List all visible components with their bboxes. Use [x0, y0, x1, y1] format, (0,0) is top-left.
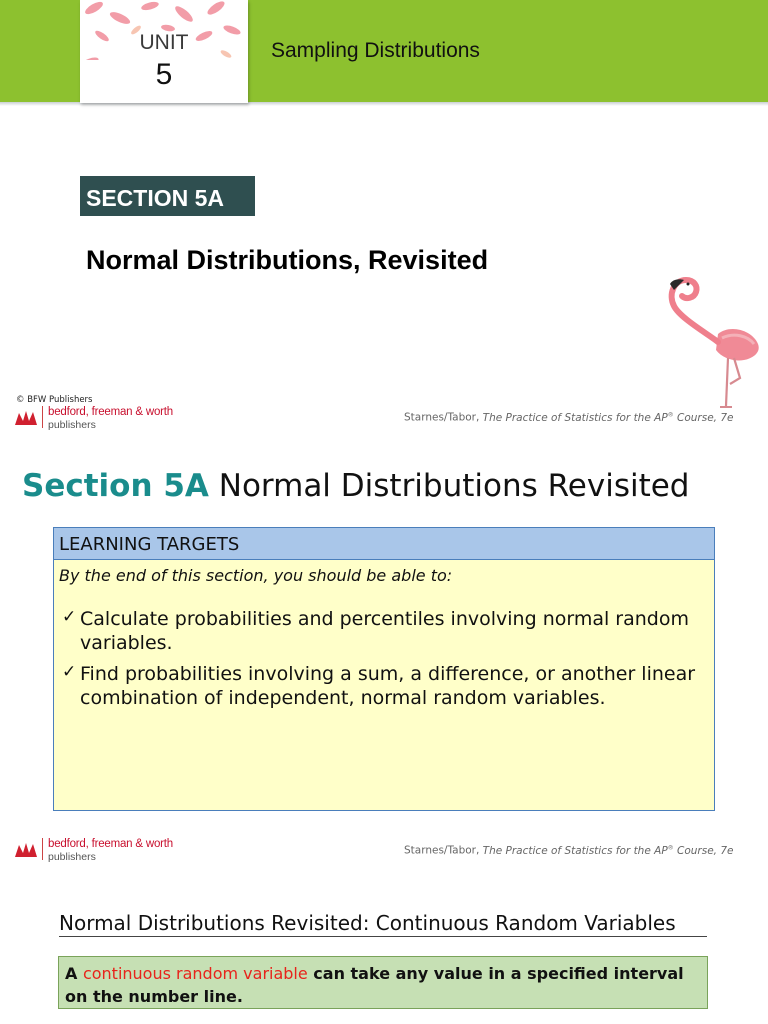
citation-rest: Course, 7e	[673, 844, 734, 857]
learning-targets-title: LEARNING TARGETS	[59, 534, 240, 555]
learning-targets-header	[54, 528, 714, 560]
learning-target-text: Find probabilities involving a sum, a difference, or another linear combination of independent, normal random variables.	[80, 663, 696, 709]
learning-target-item	[62, 607, 702, 655]
unit-card	[80, 0, 248, 103]
logo-divider	[42, 406, 43, 428]
title-underline	[59, 936, 707, 937]
publisher-sub: publishers	[48, 419, 96, 431]
unit-title: Sampling Distributions	[271, 39, 480, 62]
publisher-name: bedford, freeman & worth	[48, 838, 173, 850]
citation	[404, 411, 733, 424]
publisher-sub: publishers	[48, 851, 96, 863]
definition-lead: A	[65, 964, 83, 983]
definition-text	[65, 962, 701, 1008]
publisher-logo-icon	[14, 840, 38, 858]
logo-divider	[42, 838, 43, 860]
citation-authors: Starnes/Tabor,	[404, 844, 483, 857]
slide-title-text: Normal Distributions Revisited	[208, 468, 690, 504]
citation	[404, 844, 733, 857]
learning-targets-box	[53, 527, 715, 811]
citation-title: The Practice of Statistics for the AP	[482, 411, 668, 424]
learning-target-text: Calculate probabilities and percentiles involving normal random variables.	[80, 608, 689, 654]
slide-title: Normal Distributions Revisited: Continuous Random Variables	[59, 911, 676, 935]
publisher-logo-icon	[14, 408, 38, 426]
section-tag: SECTION 5A	[80, 176, 255, 216]
citation-mark: ®	[667, 411, 674, 418]
unit-label: UNIT	[139, 31, 189, 54]
citation-title: The Practice of Statistics for the AP	[482, 844, 668, 857]
citation-authors: Starnes/Tabor,	[404, 411, 483, 424]
check-icon: ✓	[62, 662, 77, 682]
slide-title-section: Section 5A	[22, 468, 209, 504]
learning-targets-intro: By the end of this section, you should be able to:	[59, 566, 453, 585]
unit-number: 5	[155, 58, 173, 91]
slide-title	[22, 468, 689, 504]
citation-mark: ®	[667, 844, 674, 851]
citation-rest: Course, 7e	[673, 411, 734, 424]
definition-rest: can take any value in a specified interval on the number line.	[65, 964, 684, 1006]
publisher-logo	[14, 838, 214, 862]
learning-target-item	[62, 662, 702, 710]
definition-box	[58, 956, 708, 1009]
flamingo-illustration	[660, 272, 764, 412]
publisher-name: bedford, freeman & worth	[48, 406, 173, 418]
publisher-logo	[14, 406, 214, 430]
check-icon: ✓	[62, 607, 77, 627]
section-heading: Normal Distributions, Revisited	[86, 245, 489, 275]
definition-term: continuous random variable	[82, 964, 308, 983]
copyright-notice: © BFW Publishers	[16, 395, 93, 405]
